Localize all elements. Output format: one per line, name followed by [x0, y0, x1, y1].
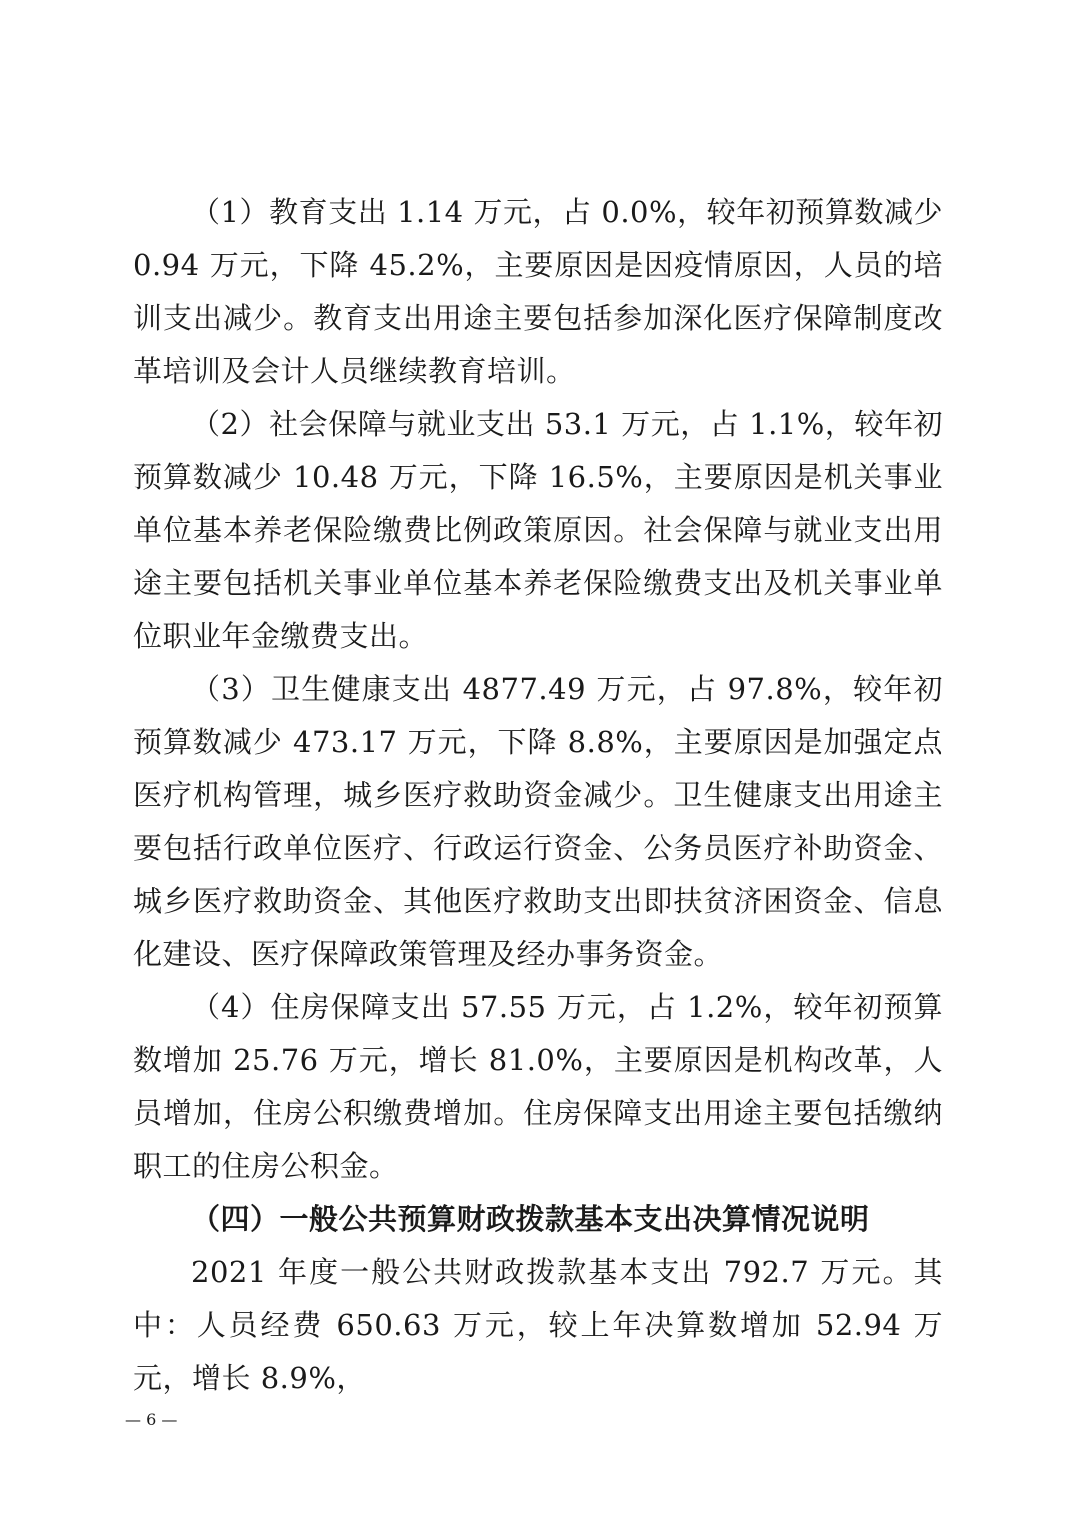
- paragraph-social-security: （2）社会保障与就业支出 53.1 万元，占 1.1%，较年初预算数减少 10.48 万元，下降 16.5%，主要原因是机关事业单位基本养老保险缴费比例政策原因。社会保障与就业支出用途主要包括机关事业单位基本养老保险缴费支出及机关事业单位职业年金缴费支出。: [133, 407, 943, 653]
- paragraph-basic-expenditure: 2021 年度一般公共财政拨款基本支出 792.7 万元。其中：人员经费 650.63 万元，较上年决算数增加 52.94 万元，增长 8.9%，: [133, 1255, 943, 1395]
- paragraph-education: （1）教育支出 1.14 万元，占 0.0%，较年初预算数减少 0.94 万元，下降 45.2%，主要原因是因疫情原因，人员的培训支出减少。教育支出用途主要包括参加深化医疗保障制度改革培训及会计人员继续教育培训。: [133, 195, 943, 388]
- page-number: — 6 —: [125, 1410, 178, 1429]
- paragraph-health: （3）卫生健康支出 4877.49 万元，占 97.8%，较年初预算数减少 473.17 万元，下降 8.8%，主要原因是加强定点医疗机构管理，城乡医疗救助资金减少。卫生健康支出用途主要包括行政单位医疗、行政运行资金、公务员医疗补助资金、城乡医疗救助资金、其他医疗救助支出即扶贫济困资金、信息化建设、医疗保障政策管理及经办事务资金。: [133, 672, 943, 971]
- section-heading: （四）一般公共预算财政拨款基本支出决算情况说明: [191, 1202, 870, 1236]
- document-body: [133, 186, 943, 1405]
- paragraph-housing: （4）住房保障支出 57.55 万元，占 1.2%，较年初预算数增加 25.76 万元，增长 81.0%，主要原因是机构改革，人员增加，住房公积缴费增加。住房保障支出用途主要包括缴纳职工的住房公积金。: [133, 990, 943, 1183]
